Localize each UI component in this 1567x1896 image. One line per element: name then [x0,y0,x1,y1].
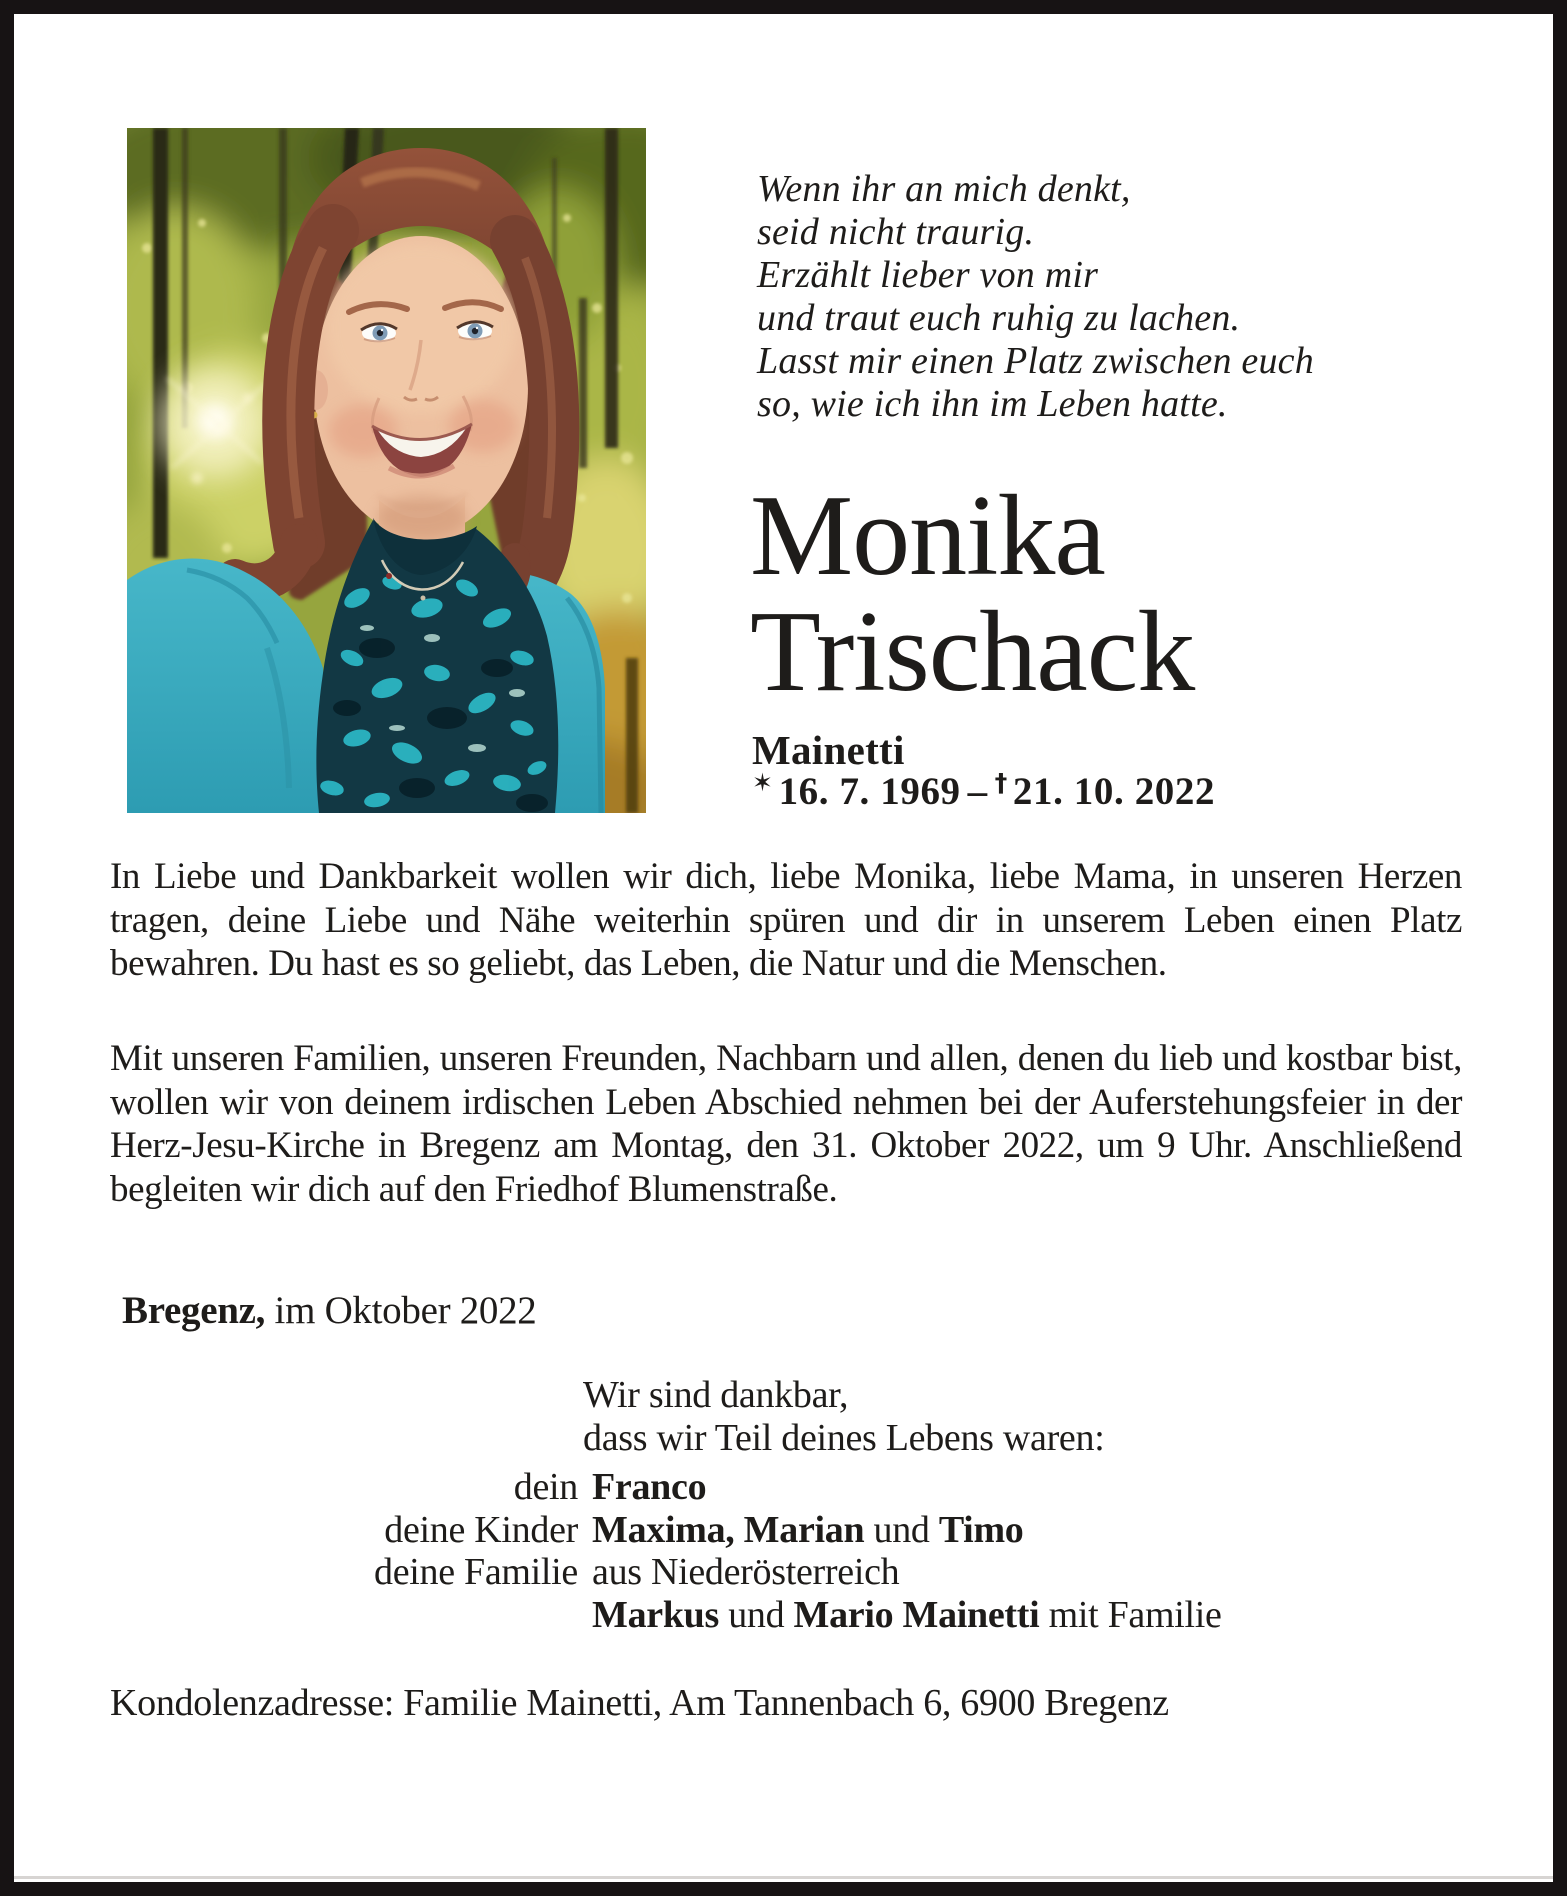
mourner-list [110,1466,1222,1636]
mourner-name: Maxima, Marian [592,1508,865,1551]
mourner-names [592,1594,1222,1637]
poem-line: Wenn ihr an mich denkt, [757,168,1131,210]
poem-line: seid nicht traurig. [757,211,1035,253]
mourner-label [110,1594,578,1637]
condolence-address: Kondolenzadresse: Familie Mainetti, Am Tannenbach 6, 6900 Bregenz [110,1682,1169,1724]
mourner-label: deine Kinder [384,1508,578,1551]
conjunction: und [719,1593,794,1636]
mourner-name: Markus [592,1593,719,1636]
mourner-suffix: mit Familie [1039,1593,1222,1636]
place-and-date [122,1288,537,1333]
mourner-names [592,1466,1222,1509]
deceased-first-name: Monika [750,472,1105,600]
date-separator: – [967,770,988,813]
life-dates [752,768,1215,814]
deceased-last-name: Trischack [750,588,1195,716]
scan-shadow-line [14,1876,1553,1879]
mourner-name: aus Niederösterreich [592,1551,900,1593]
mourner-label: dein [513,1466,578,1508]
birth-star-icon: ✶ [752,768,774,797]
poem-line: und traut euch ruhig zu lachen. [757,297,1241,339]
poem-line: so, wie ich ihn im Leben hatte. [757,383,1228,425]
portrait-photo [127,128,646,813]
obituary-paragraph-1: In Liebe und Dankbarkeit wollen wir dich, liebe Monika, liebe Mama, in unseren Herzen tragen, deine Liebe und Nähe weiterhin spüren und dir in unserem Leben einen Platz bewahren. Du hast es so geliebt, das Leben, die Natur und die Menschen. [110,856,1462,984]
mourner-name: Timo [938,1508,1024,1551]
gratitude-line: Wir sind dankbar, [583,1374,849,1416]
gratitude-line: dass wir Teil deines Lebens waren: [583,1417,1105,1459]
mourner-names [592,1551,1222,1594]
death-cross-icon: † [994,768,1008,797]
mourner-label: deine Familie [374,1551,578,1593]
poem-line: Erzählt lieber von mir [757,254,1099,296]
deceased-family-name: Mainetti [752,727,905,773]
gratitude-block [583,1374,1104,1460]
conjunction: und [864,1508,939,1551]
mourner-names [592,1509,1222,1552]
mourner-name: Franco [592,1466,707,1508]
deceased-name [750,472,1195,716]
birth-date: 16. 7. 1969 [778,770,961,813]
mourner-name: Mario Mainetti [793,1593,1040,1636]
place: Bregenz, [122,1289,266,1332]
poem-line: Lasst mir einen Platz zwischen euch [757,340,1314,382]
obituary-paragraph-2: Mit unseren Familien, unseren Freunden, Nachbarn und allen, denen du lieb und kostbar bist, wollen wir von deinem irdischen Leben Abschied nehmen bei der Auferstehungsfeier in der Herz-Jesu-Kirche in Bregenz am Montag, den 31. Oktober 2022, um 9 Uhr. Anschließend begleiten wir dich auf den Friedhof Blumenstraße. [110,1038,1462,1210]
memorial-poem [757,168,1314,426]
month-year: im Oktober 2022 [265,1289,537,1332]
death-date: 21. 10. 2022 [1012,770,1216,813]
